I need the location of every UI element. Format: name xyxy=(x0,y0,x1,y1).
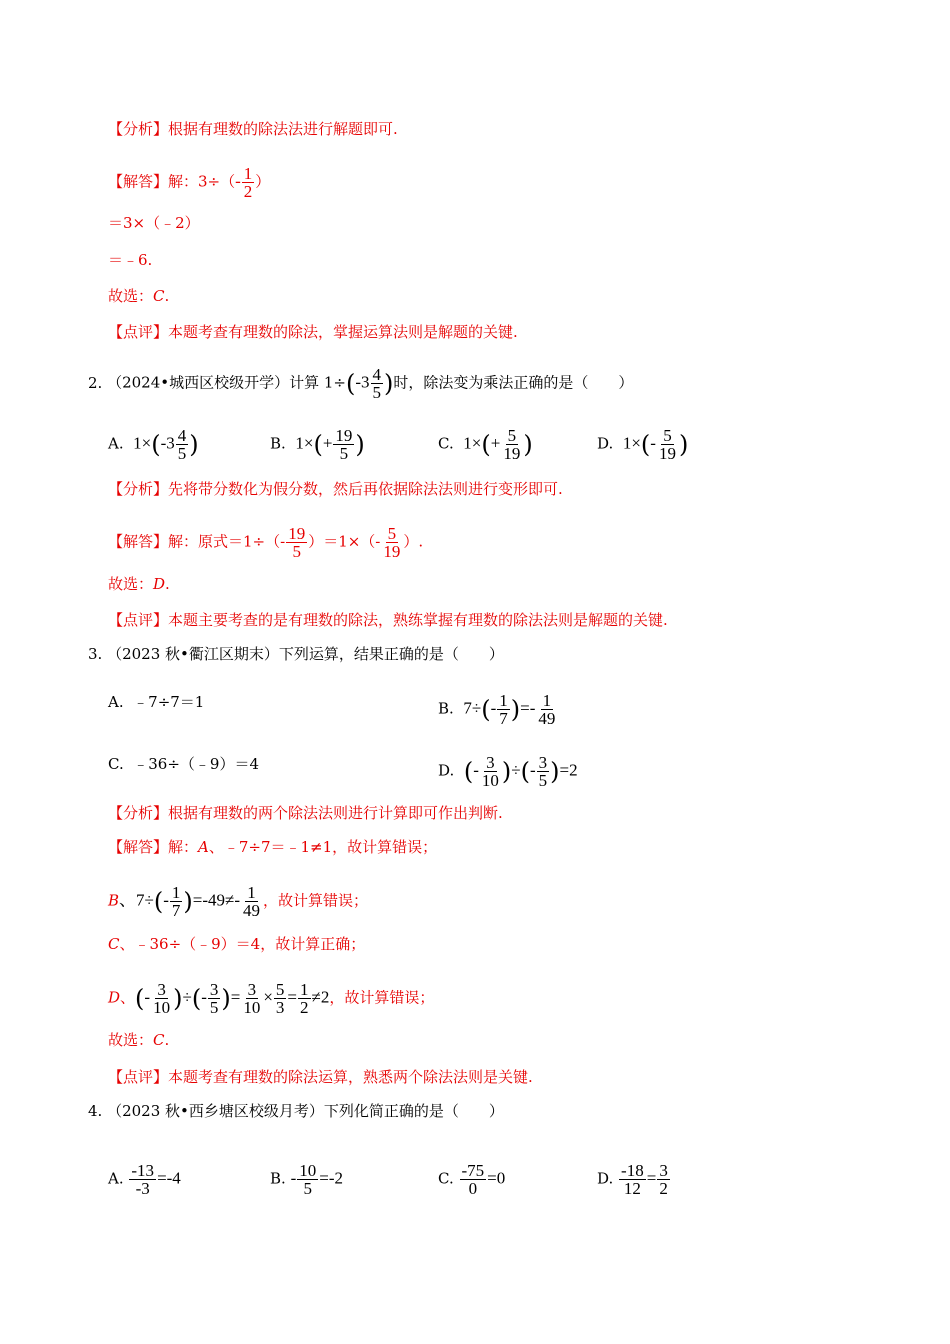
frac-den: 49 xyxy=(538,709,556,728)
frac-num: 3 xyxy=(209,980,219,999)
q4-option-d[interactable] xyxy=(597,1162,671,1197)
q1-answer-end: . xyxy=(164,287,170,305)
q4-option-a-fraction xyxy=(129,1162,156,1197)
q3-solution-b-letter: B xyxy=(108,891,120,910)
frac-den: 5 xyxy=(303,1179,312,1198)
q3-comment: 【点评】本题考查有理数的除法运算，熟悉两个除法法则是关键. xyxy=(108,1068,533,1086)
q3-solution-b-sign: - xyxy=(163,890,169,910)
q3-option-d-sign-1: - xyxy=(473,760,479,780)
q3-number: 3. xyxy=(88,645,103,663)
paren: ) xyxy=(189,430,199,459)
paren: ( xyxy=(313,430,323,459)
frac-den: 19 xyxy=(503,444,521,463)
q3-solution-b-mid: 、7÷ xyxy=(119,890,154,910)
frac-num: 1 xyxy=(542,691,552,710)
frac-num: 1 xyxy=(171,883,181,902)
q2-comment: 【点评】本题主要考查的是有理数的除法，熟练掌握有理数的除法法则是解题的关键. xyxy=(108,611,668,629)
q3-option-b-pre: 7÷ xyxy=(463,698,482,718)
q3-solution-d-fraction-3 xyxy=(241,981,262,1016)
q2-answer-letter: D xyxy=(153,575,166,593)
q3-solution-b-eq: =-49≠- xyxy=(192,890,241,910)
q3-option-b[interactable] xyxy=(438,692,558,727)
frac-num: 19 xyxy=(335,426,353,445)
q3-option-c-label: C. xyxy=(108,755,124,773)
q2-stem xyxy=(88,366,633,401)
paren: ) xyxy=(510,695,521,724)
frac-num: 5 xyxy=(507,426,517,445)
q3-solution-b-end: ，故计算错误； xyxy=(263,891,369,910)
q2-option-b-label: B. xyxy=(270,434,286,453)
frac-den: 2 xyxy=(300,998,309,1017)
q3-solution-d-fraction-5 xyxy=(298,981,311,1016)
q2-stem-num: 4 xyxy=(372,365,382,384)
q3-solution-d-fraction-2 xyxy=(208,981,221,1016)
q4-option-c-fraction xyxy=(460,1162,487,1197)
q2-stem-prefix: （2024•城西区校级开学）计算 1÷ xyxy=(107,373,346,392)
q2-option-d-fraction xyxy=(657,427,678,462)
eq-sign: = xyxy=(287,987,298,1007)
q3-solution-b-fraction-1 xyxy=(170,884,183,919)
frac-num: 1 xyxy=(300,980,309,999)
div-sign: ÷ xyxy=(182,987,192,1007)
frac-den: 5 xyxy=(177,444,187,463)
q4-option-d-label: D. xyxy=(597,1169,614,1188)
q2-option-b-pre: 1× xyxy=(295,433,314,453)
q2-option-b[interactable] xyxy=(270,427,365,462)
q3-option-c[interactable] xyxy=(108,754,259,774)
q4-option-d-fraction-2 xyxy=(657,1162,670,1197)
frac-den: 19 xyxy=(658,444,676,463)
q2-option-a-sign: -3 xyxy=(160,433,175,453)
q4-option-c-label: C. xyxy=(438,1169,454,1188)
q2-solution-suffix: ）. xyxy=(403,532,424,551)
q2-stem-lparen: ( xyxy=(346,369,356,398)
q2-option-c-sign: + xyxy=(490,433,501,453)
q3-option-d-fraction-1 xyxy=(480,754,501,789)
q3-solution-a-letter: A xyxy=(198,838,209,856)
q3-solution-d-mid: 、 xyxy=(120,988,136,1007)
paren: ) xyxy=(678,430,689,459)
minus-sign: - xyxy=(144,987,151,1007)
q3-option-d-label: D. xyxy=(438,761,455,780)
q2-solution-mid: ）＝1×（- xyxy=(308,532,381,551)
frac-num: 1 xyxy=(499,691,508,710)
frac-num: 3 xyxy=(659,1161,668,1180)
paren: ( xyxy=(463,757,474,786)
frac-num: 19 xyxy=(288,524,306,543)
q3-option-d-eq: =2 xyxy=(559,760,578,780)
frac-den: 3 xyxy=(275,998,285,1017)
q3-solution-prefix: 【解答】解： xyxy=(108,838,199,856)
frac-num: 3 xyxy=(247,980,257,999)
frac-den: 2 xyxy=(659,1179,668,1198)
frac-den: 49 xyxy=(243,901,261,920)
frac-den: 10 xyxy=(481,771,499,790)
q3-solution-d-fraction-1 xyxy=(151,981,172,1016)
q4-option-c[interactable] xyxy=(438,1162,505,1197)
q1-step2: ＝﹣6. xyxy=(108,251,153,269)
paren: ( xyxy=(153,887,164,916)
q3-option-d-sign-2: - xyxy=(529,760,536,780)
paren: ( xyxy=(151,430,161,459)
minus-sign: - xyxy=(201,987,207,1007)
q1-answer-letter: C xyxy=(153,287,165,305)
q4-option-c-post: =0 xyxy=(487,1168,506,1188)
q2-option-b-fraction xyxy=(333,427,354,462)
q3-option-b-sign: - xyxy=(490,698,497,718)
frac-num: 5 xyxy=(275,980,285,999)
paren: ( xyxy=(481,695,491,724)
q2-option-b-sign: + xyxy=(322,433,333,453)
q3-option-b-fraction-1 xyxy=(497,692,510,727)
q4-option-b[interactable] xyxy=(270,1162,343,1197)
frac-den: 0 xyxy=(468,1179,478,1198)
q3-option-b-label: B. xyxy=(438,699,454,718)
q2-option-a-fraction xyxy=(176,427,189,462)
q3-answer-letter: C xyxy=(153,1031,165,1049)
q1-solution xyxy=(108,165,270,200)
q3-option-a-label: A. xyxy=(108,693,124,711)
q4-number: 4. xyxy=(88,1102,103,1120)
paren: ) xyxy=(221,984,231,1013)
q4-option-d-post: = xyxy=(646,1168,657,1188)
q3-option-d[interactable] xyxy=(438,754,578,789)
q1-solution-sign: - xyxy=(235,171,241,191)
q2-option-a-label: A. xyxy=(108,434,124,453)
q2-option-d-label: D. xyxy=(597,434,614,453)
q2-solution-prefix: 【解答】解：原式＝1÷（- xyxy=(108,532,286,551)
q4-option-d-fraction-1 xyxy=(619,1162,646,1197)
paren: ( xyxy=(520,757,530,786)
frac-den: 5 xyxy=(209,998,219,1017)
q1-step1: ＝3×（﹣2） xyxy=(108,214,200,232)
q2-option-d-sign: - xyxy=(650,433,656,453)
paren: ) xyxy=(550,757,560,786)
frac-den: 5 xyxy=(538,771,548,790)
times-sign: × xyxy=(263,987,273,1007)
q1-solution-fraction xyxy=(242,165,255,200)
paren: ) xyxy=(183,887,193,916)
paren: ( xyxy=(135,984,145,1013)
q3-option-b-eq: =- xyxy=(520,698,536,718)
q1-solution-prefix: 【解答】解：3÷（ xyxy=(108,172,236,191)
frac-num: 3 xyxy=(486,753,495,772)
q2-stem-fraction xyxy=(371,366,384,401)
q4-option-a[interactable] xyxy=(108,1162,181,1197)
paren: ) xyxy=(355,430,365,459)
q4-stem-text: （2023 秋•西乡塘区校级月考）下列化简正确的是（ ） xyxy=(107,1102,504,1120)
q2-option-c-fraction xyxy=(501,427,522,462)
q4-stem xyxy=(88,1101,504,1121)
frac-den: 5 xyxy=(339,444,349,463)
frac-den: 10 xyxy=(243,998,261,1017)
q2-number: 2. xyxy=(88,373,103,392)
q2-solution-fraction-1 xyxy=(286,525,307,560)
q3-stem-text: （2023 秋•衢江区期末）下列运算，结果正确的是（ ） xyxy=(107,645,504,663)
frac-num: 5 xyxy=(663,426,672,445)
frac-num: -13 xyxy=(131,1161,155,1180)
q4-option-b-fraction xyxy=(297,1162,318,1197)
q1-frac-den: 2 xyxy=(243,182,253,201)
frac-den: 7 xyxy=(171,901,181,920)
q3-solution-d-neq: ≠2 xyxy=(311,987,330,1007)
frac-num: 1 xyxy=(247,883,256,902)
q3-answer xyxy=(108,1030,169,1050)
q2-option-d[interactable] xyxy=(597,427,688,462)
q2-solution xyxy=(108,525,423,560)
q2-option-a-pre: 1× xyxy=(133,433,152,453)
q4-option-b-post: =-2 xyxy=(319,1168,343,1188)
q1-solution-suffix: ） xyxy=(255,172,271,191)
q3-solution-b-fraction-2 xyxy=(241,884,262,919)
frac-den: 5 xyxy=(292,542,301,561)
q2-answer-end: . xyxy=(165,575,170,593)
frac-num: 4 xyxy=(177,426,187,445)
paren: ) xyxy=(523,430,533,459)
frac-den: -3 xyxy=(135,1179,150,1198)
q2-option-d-pre: 1× xyxy=(622,433,641,453)
q2-stem-suffix: 时，除法变为乘法正确的是（ ） xyxy=(393,373,634,392)
q4-option-a-label: A. xyxy=(108,1169,124,1188)
q3-option-d-div: ÷ xyxy=(511,760,521,780)
frac-num: 5 xyxy=(387,524,397,543)
paren: ( xyxy=(640,430,651,459)
q2-answer xyxy=(108,574,170,594)
q3-solution-c-text: 、﹣36÷（﹣9）＝4，故计算正确； xyxy=(119,935,366,953)
q3-option-d-fraction-2 xyxy=(537,754,550,789)
q1-frac-num: 1 xyxy=(243,164,253,183)
q2-option-c[interactable] xyxy=(438,427,533,462)
q3-option-a-text: ﹣7÷7＝1 xyxy=(133,693,205,711)
frac-num: -18 xyxy=(621,1161,644,1180)
frac-num: 10 xyxy=(299,1161,317,1180)
q3-solution-d-end: ，故计算错误； xyxy=(329,988,435,1007)
frac-num: 3 xyxy=(157,980,166,999)
paren: ( xyxy=(481,430,491,459)
paren: ( xyxy=(191,984,202,1013)
q3-solution-d-letter: D xyxy=(108,988,121,1007)
frac-den: 7 xyxy=(499,709,508,728)
q3-solution-c-letter: C xyxy=(108,935,120,953)
q2-option-a[interactable] xyxy=(108,427,199,462)
q1-comment: 【点评】本题考查有理数的除法，掌握运算法则是解题的关键. xyxy=(108,323,518,341)
frac-den: 19 xyxy=(383,542,401,561)
q1-analysis: 【分析】根据有理数的除法法进行解题即可. xyxy=(108,120,398,138)
q2-stem-rparen: ) xyxy=(384,369,394,398)
q2-answer-label: 故选： xyxy=(108,575,154,593)
q4-option-b-label: B. xyxy=(270,1169,286,1188)
q3-answer-label: 故选： xyxy=(108,1031,154,1049)
q3-solution-d xyxy=(108,981,434,1016)
q3-solution-d-fraction-4 xyxy=(274,981,287,1016)
q4-option-b-pre: - xyxy=(290,1168,297,1188)
q3-solution-b xyxy=(108,884,368,919)
q2-option-c-pre: 1× xyxy=(463,433,482,453)
q2-analysis: 【分析】先将带分数化为假分数，然后再依据除法法则进行变形即可. xyxy=(108,480,563,498)
q3-solution-a-text: 、﹣7÷7＝﹣1≠1，故计算错误； xyxy=(208,838,438,856)
q3-answer-end: . xyxy=(164,1031,170,1049)
q2-option-c-label: C. xyxy=(438,434,454,453)
frac-den: 10 xyxy=(153,998,171,1017)
q3-option-a[interactable] xyxy=(108,692,204,712)
q3-option-b-fraction-2 xyxy=(536,692,557,727)
q4-option-a-post: =-4 xyxy=(157,1168,181,1188)
q1-answer xyxy=(108,286,169,306)
q1-answer-label: 故选： xyxy=(108,287,154,305)
paren: ) xyxy=(501,757,512,786)
q2-solution-fraction-2 xyxy=(381,525,402,560)
q2-stem-whole: -3 xyxy=(355,372,370,392)
q3-stem xyxy=(88,644,504,664)
frac-den: 12 xyxy=(623,1179,641,1198)
q3-option-c-text: ﹣36÷（﹣9）＝4 xyxy=(133,755,260,773)
q3-solution-a xyxy=(108,837,437,857)
frac-num: 3 xyxy=(538,753,548,772)
q3-solution-c xyxy=(108,934,365,954)
frac-num: -75 xyxy=(461,1161,485,1180)
eq-sign: = xyxy=(230,987,241,1007)
q3-analysis: 【分析】根据有理数的两个除法法则进行计算即可作出判断. xyxy=(108,804,503,822)
q2-stem-den: 5 xyxy=(372,383,382,402)
paren: ) xyxy=(173,984,183,1013)
